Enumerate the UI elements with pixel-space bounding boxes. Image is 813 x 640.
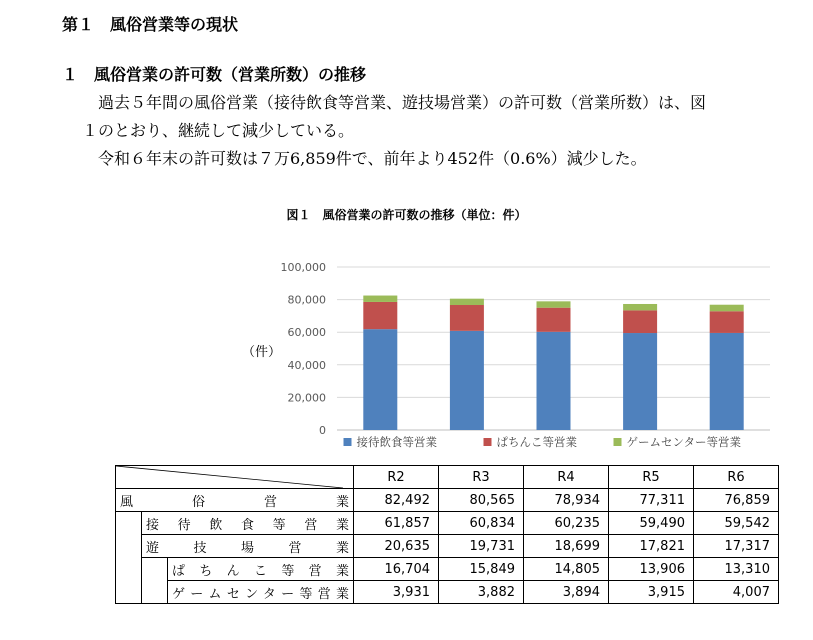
table-header-cell: R6 [694,466,779,489]
bar-segment [710,333,744,430]
row-label: ゲームセンター等営業 [168,581,354,604]
bar-segment [450,305,484,331]
table-cell: 80,565 [439,489,524,512]
table-row [116,581,779,604]
y-tick-label: 0 [319,424,326,437]
table-header-cell: R3 [439,466,524,489]
table-cell: 60,834 [439,512,524,535]
bar-segment [623,310,657,333]
y-tick-label: 20,000 [287,391,326,405]
bar-segment [537,308,571,332]
table-cell: 60,235 [524,512,609,535]
indent-cell [142,558,168,604]
table-header-cell: R5 [609,466,694,489]
table-header-cell: R2 [354,466,439,489]
table-cell: 15,849 [439,558,524,581]
paragraph-line-3: 令和６年末の許可数は７万6,859件で、前年より452件（0.6%）減少した。 [98,149,647,168]
legend-label: 接待飲食等営業 [356,435,437,449]
table-cell: 61,857 [354,512,439,535]
table-row [116,535,779,558]
table-header-row [116,466,779,489]
table-row [116,489,779,512]
table-cell: 19,731 [439,535,524,558]
row-label: ぱちんこ等営業 [168,558,354,581]
table-cell: 76,859 [694,489,779,512]
row-label: 接待飲食等営業 [142,512,354,535]
table-cell: 59,490 [609,512,694,535]
y-tick-label: 100,000 [280,261,326,274]
paragraph-line-2: １のとおり、継続して減少している。 [82,121,355,140]
bar-segment [363,302,397,329]
paragraph-line-1: 過去５年間の風俗営業（接待飲食等営業、遊技場営業）の許可数（営業所数）は、図 [98,93,707,112]
legend-swatch [614,438,622,446]
bar-segment [623,304,657,310]
legend-label: ぱちんこ等営業 [496,435,577,449]
table-row [116,512,779,535]
table-cell: 3,931 [354,581,439,604]
table-cell: 4,007 [694,581,779,604]
bar-segment [450,331,484,430]
bar-segment [363,296,397,302]
bar-segment [537,332,571,430]
table-cell: 14,805 [524,558,609,581]
table-cell: 3,882 [439,581,524,604]
bar-segment [537,301,571,307]
table-cell: 17,317 [694,535,779,558]
table-cell: 18,699 [524,535,609,558]
bar-segment [623,333,657,430]
bar-segment [710,305,744,312]
y-tick-label: 60,000 [287,326,326,340]
table-row [116,558,779,581]
row-label: 遊技場営業 [142,535,354,558]
subsection-title: １ 風俗営業の許可数（営業所数）の推移 [62,65,367,84]
bar-segment [710,311,744,333]
table-cell: 3,894 [524,581,609,604]
row-label: 風俗営業 [116,489,354,512]
legend-swatch [344,438,352,446]
table-cell: 17,821 [609,535,694,558]
table-cell: 78,934 [524,489,609,512]
chart-title: 図１ 風俗営業の許可数の推移（単位：件） [286,208,527,222]
table-cell: 59,542 [694,512,779,535]
bar-segment [363,329,397,430]
table-cell: 82,492 [354,489,439,512]
table-cell: 13,906 [609,558,694,581]
y-tick-label: 80,000 [287,293,326,307]
y-axis-label: （件） [242,345,282,360]
table-corner-cell [116,466,354,489]
table-cell: 3,915 [609,581,694,604]
table-cell: 16,704 [354,558,439,581]
table-cell: 13,310 [694,558,779,581]
section-title: 第１ 風俗営業等の現状 [62,15,239,34]
table-cell: 77,311 [609,489,694,512]
table-cell: 20,635 [354,535,439,558]
indent-cell [116,512,142,604]
bar-segment [450,299,484,305]
table-header-cell: R4 [524,466,609,489]
legend-label: ゲームセンター等営業 [626,435,742,449]
y-tick-label: 40,000 [287,358,326,372]
data-table [115,465,779,604]
legend-swatch [484,438,492,446]
